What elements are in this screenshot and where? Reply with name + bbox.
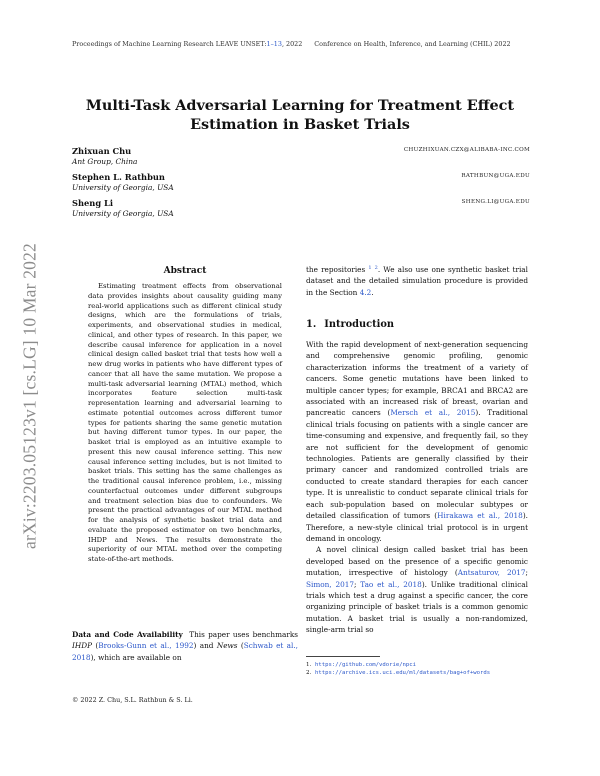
copyright: © 2022 Z. Chu, S.L. Rathbun & S. Li. bbox=[72, 696, 193, 704]
arxiv-id: arXiv:2203.05123v1 [cs.LG] 10 Mar 2022 bbox=[19, 242, 40, 550]
author-affiliation: Ant Group, China bbox=[72, 157, 138, 166]
paragraph-text: Unlike traditional clinical trials which test a drug against a specific cancer, the core organizing principle of basket trials is a common genomic mutation. A basket trial is usually a non-randomized, single-arm trial so bbox=[306, 579, 528, 635]
author-email: CHUZHIXUAN.CZX@ALIBABA-INC.COM bbox=[403, 147, 530, 153]
paragraph-text: Traditional clinical trials focusing on patients with a single cancer are time-consuming and expensive, and frequently fail, so they are not sufficient for the development of genomic technologies. Patients are generally classified by their primary cancer and randomized controlled trials are conducted to create standard therapies for each cancer type. It is unrealistic to conduct separate clinical trials for each sub-population based on molecular subtypes or detailed classification of tumors bbox=[306, 408, 528, 521]
paragraph-text: A novel clinical design called basket trial has been developed based on the presence of a specific genomic mutation, irrespective of histology bbox=[306, 545, 528, 578]
paper-title: Multi-Task Adversarial Learning for Treatment Effect Estimation in Basket Trials bbox=[85, 97, 515, 133]
footnote-ref[interactable]: 1 bbox=[368, 265, 372, 271]
continuation-text: . bbox=[371, 287, 374, 297]
citation-link[interactable]: Schwab et al., 2018 bbox=[72, 641, 298, 662]
author-block bbox=[72, 172, 174, 193]
paragraph: A novel clinical design called basket trial has been developed based on the presence of a specific genomic mutation, irrespective of histology (Antsaturov, 2017; Simon, 2017; Tao et al., 2018). Unlike traditional clinical trials which test a drug against a specific cancer, the core organizing principle of basket trials is a common genomic mutation. A basket trial is usually a non-randomized, single-arm trial so bbox=[306, 545, 528, 635]
author-name: Sheng Li bbox=[72, 198, 114, 208]
citation-link[interactable]: Antsaturov, 2017 bbox=[457, 568, 526, 578]
citation-link[interactable]: Hirakawa et al., 2018 bbox=[437, 511, 523, 521]
data-availability-continued bbox=[306, 264, 528, 298]
data-availability-text: This paper uses benchmarks bbox=[189, 630, 298, 639]
journal-name: Proceedings of Machine Learning Research LEAVE UNSET: bbox=[72, 40, 267, 48]
abstract-text: Estimating treatment effects from observational data provides insights about causality guiding many real-world applications such as different clinical study designs, which are the formulations of trials, experiments, and observational studies in medical, clinical, and other types of research. In this paper, we describe causal inference for application in a novel clinical design called basket trial that tests how well a new drug works in patients who have different types of cancer that all have the same mutation. We propose a multi-task adversarial learning (MTAL) method, which incorporates feature selection multi-task representation learning and adversarial learning to estimate potential outcomes across different tumor types for patients sharing the same genetic mutation but having different tumor types. In our paper, the basket trial is employed as an intuitive example to present this new causal inference setting. This new causal inference setting includes, but is not limited to basket trials. This setting has the same challenges as the traditional causal inference problem, i.e., missing counterfactual outcomes under different subgroups and treatment selection bias due to confounders. We present the practical advantages of our MTAL method for the analysis of synthetic basket trial data and evaluate the proposed estimator on two benchmarks, IHDP and News. The results demonstrate the superiority of our MTAL method over the competing state-of-the-art methods. bbox=[88, 282, 282, 563]
footnote bbox=[306, 661, 528, 669]
dataset-news: News bbox=[216, 641, 238, 651]
continuation-text: . We also use one synthetic basket trial dataset and the detailed simulation procedure is provided in the Section bbox=[306, 265, 528, 297]
footnote-url[interactable]: https://github.com/vdorie/npci bbox=[315, 662, 417, 668]
conference-name: Conference on Health, Inference, and Learning (CHIL) 2022 bbox=[314, 40, 511, 48]
data-availability: Data and Code Availability This paper uses benchmarks IHDP (Brooks-Gunn et al., 1992) and News (Schwab et al., 2018), which are available on bbox=[72, 630, 298, 662]
paragraph: With the rapid development of next-generation sequencing and comprehensive genomic profiling, genomic characterization informs the treatment of a variety of cancers. Some genetic mutations have been linked to multiple cancer types; for example, BRCA1 and BRCA2 are associated with an increased risk of breast, ovarian and pancreatic cancers (Mersch et al., 2015). Traditional clinical trials focusing on patients with a single cancer are time-consuming and expensive, and frequently fail, so they are not sufficient for the development of genomic technologies. Patients are generally classified by their primary cancer and randomized controlled trials are conducted to create standard therapies for each cancer type. It is unrealistic to conduct separate clinical trials for each sub-population based on molecular subtypes or detailed classification of tumors (Hirakawa et al., 2018). Therefore, a new-style clinical trial protocol is in urgent demand in oncology. bbox=[306, 340, 528, 543]
header-year: , 2022 bbox=[281, 40, 303, 48]
section-link[interactable]: 4.2 bbox=[359, 287, 372, 297]
citation-link[interactable]: Simon, 2017 bbox=[306, 579, 355, 589]
footnote-rule bbox=[306, 656, 380, 657]
dataset-ihdp: IHDP bbox=[72, 641, 93, 651]
footnote-ref[interactable]: 2 bbox=[374, 265, 378, 271]
abstract-heading: Abstract bbox=[163, 266, 207, 276]
paragraph-text: With the rapid development of next-generation sequencing and comprehensive genomic profiling, genomic characterization informs the treatment of a variety of cancers. Some genetic mutations have been linked to multiple cancer types; for example, BRCA1 and BRCA2 are associated with an increased risk of breast, ovarian and pancreatic cancers bbox=[306, 340, 528, 418]
continuation-text: the repositories bbox=[306, 265, 366, 274]
page-range-link[interactable]: 1–13 bbox=[266, 40, 282, 48]
citation-link[interactable]: Brooks-Gunn et al., 1992 bbox=[98, 641, 194, 651]
footnote-number: 1. bbox=[306, 662, 312, 668]
section-heading bbox=[306, 319, 528, 330]
author-block bbox=[72, 198, 174, 219]
author-affiliation: University of Georgia, USA bbox=[72, 209, 174, 218]
section-title: Introduction bbox=[324, 319, 395, 330]
author-email: SHENG.LI@UGA.EDU bbox=[461, 199, 530, 205]
footnote-number: 2. bbox=[306, 670, 312, 677]
footnote-url[interactable]: https://archive.ics.uci.edu/ml/datasets/bag+of+words bbox=[315, 670, 491, 677]
running-header bbox=[72, 40, 532, 48]
paragraph-text: Therefore, a new-style clinical trial protocol is in urgent demand in oncology. bbox=[306, 522, 528, 543]
author-name: Zhixuan Chu bbox=[72, 146, 132, 156]
author-email: RATHBUN@UGA.EDU bbox=[461, 173, 530, 179]
citation-link[interactable]: Mersch et al., 2015 bbox=[390, 408, 476, 418]
introduction-body bbox=[306, 339, 528, 636]
arxiv-stamp bbox=[19, 206, 40, 586]
footnotes bbox=[306, 661, 528, 678]
data-availability-text: and bbox=[199, 641, 214, 651]
data-availability-label: Data and Code Availability bbox=[72, 630, 183, 639]
author-block bbox=[72, 146, 137, 167]
section-number: 1. bbox=[306, 319, 317, 330]
footnote bbox=[306, 669, 528, 677]
author-affiliation: University of Georgia, USA bbox=[72, 183, 174, 192]
data-availability-text: which are available on bbox=[98, 652, 182, 662]
abstract-body bbox=[88, 282, 282, 565]
author-name: Stephen L. Rathbun bbox=[72, 172, 165, 182]
citation-link[interactable]: Tao et al., 2018 bbox=[360, 579, 422, 589]
